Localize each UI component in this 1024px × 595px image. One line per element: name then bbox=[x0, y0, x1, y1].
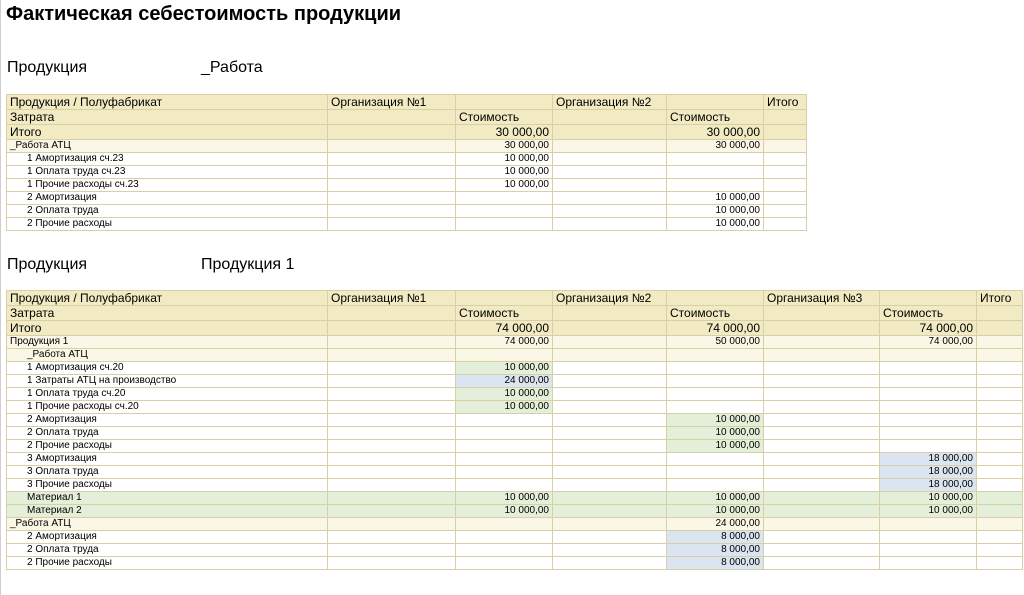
cell: 10 000,00 bbox=[667, 492, 764, 505]
cell bbox=[328, 557, 456, 570]
cell bbox=[328, 388, 456, 401]
cell bbox=[328, 531, 456, 544]
cell bbox=[764, 505, 880, 518]
cell bbox=[328, 453, 456, 466]
cell bbox=[328, 401, 456, 414]
table-row bbox=[7, 479, 1023, 492]
cell: 1 Амортизация сч.23 bbox=[7, 153, 328, 166]
cell bbox=[977, 479, 1023, 492]
table-header-row bbox=[7, 291, 1023, 306]
cell bbox=[764, 453, 880, 466]
cell bbox=[764, 401, 880, 414]
cell bbox=[553, 140, 667, 153]
cell bbox=[553, 492, 667, 505]
cell bbox=[764, 218, 807, 231]
cell bbox=[764, 166, 807, 179]
cell bbox=[456, 518, 553, 531]
cell: Материал 2 bbox=[7, 505, 328, 518]
table-row bbox=[7, 153, 807, 166]
cell: 10 000,00 bbox=[456, 492, 553, 505]
cell bbox=[764, 440, 880, 453]
cell bbox=[553, 349, 667, 362]
cell bbox=[977, 466, 1023, 479]
cell: 74 000,00 bbox=[880, 336, 977, 349]
cell: 18 000,00 bbox=[880, 466, 977, 479]
section2-product-label: Продукция bbox=[7, 256, 88, 273]
cell: Организация №2 bbox=[553, 95, 667, 110]
table-row bbox=[7, 375, 1023, 388]
cell: Итого bbox=[7, 321, 328, 336]
cell bbox=[667, 479, 764, 492]
cell: 74 000,00 bbox=[456, 336, 553, 349]
cell bbox=[977, 336, 1023, 349]
table-subheader-row bbox=[7, 110, 807, 125]
cell: Продукция / Полуфабрикат bbox=[7, 291, 328, 306]
cell: 2 Оплата труда bbox=[7, 205, 328, 218]
cell: Продукция 1 bbox=[7, 336, 328, 349]
cell: Затрата bbox=[7, 110, 328, 125]
cell bbox=[328, 153, 456, 166]
table-row bbox=[7, 388, 1023, 401]
cell bbox=[553, 531, 667, 544]
cell bbox=[456, 453, 553, 466]
cell bbox=[328, 336, 456, 349]
cell: 10 000,00 bbox=[667, 505, 764, 518]
cell bbox=[553, 375, 667, 388]
cell bbox=[328, 544, 456, 557]
cell bbox=[553, 306, 667, 321]
cell bbox=[553, 388, 667, 401]
cell: 8 000,00 bbox=[667, 531, 764, 544]
cell bbox=[328, 479, 456, 492]
cell: Стоимость bbox=[456, 110, 553, 125]
cell: 10 000,00 bbox=[456, 401, 553, 414]
cell: 1 Затраты АТЦ на производство bbox=[7, 375, 328, 388]
cell: 2 Оплата труда bbox=[7, 427, 328, 440]
cell bbox=[764, 362, 880, 375]
cell bbox=[553, 479, 667, 492]
cell bbox=[328, 349, 456, 362]
cell: 3 Оплата труда bbox=[7, 466, 328, 479]
cell: 10 000,00 bbox=[667, 192, 764, 205]
cell bbox=[977, 362, 1023, 375]
cell bbox=[764, 153, 807, 166]
cell bbox=[667, 166, 764, 179]
cell: Итого bbox=[7, 125, 328, 140]
table-row bbox=[7, 544, 1023, 557]
cell: 10 000,00 bbox=[667, 440, 764, 453]
cell bbox=[553, 414, 667, 427]
table-row bbox=[7, 492, 1023, 505]
cell: Продукция / Полуфабрикат bbox=[7, 95, 328, 110]
cell bbox=[328, 321, 456, 336]
cell: Материал 1 bbox=[7, 492, 328, 505]
cell bbox=[667, 362, 764, 375]
cell bbox=[764, 557, 880, 570]
cell bbox=[977, 427, 1023, 440]
cell bbox=[328, 306, 456, 321]
table-row bbox=[7, 192, 807, 205]
cell bbox=[977, 388, 1023, 401]
table-row bbox=[7, 557, 1023, 570]
cell bbox=[456, 218, 553, 231]
cell bbox=[456, 557, 553, 570]
table-row bbox=[7, 505, 1023, 518]
cell bbox=[328, 440, 456, 453]
cell: _Работа АТЦ bbox=[7, 140, 328, 153]
cell: 10 000,00 bbox=[456, 153, 553, 166]
cell: 10 000,00 bbox=[880, 492, 977, 505]
cell bbox=[553, 166, 667, 179]
table-header-row bbox=[7, 95, 807, 110]
table-row bbox=[7, 362, 1023, 375]
cell bbox=[553, 466, 667, 479]
cell: 10 000,00 bbox=[667, 218, 764, 231]
cell: 10 000,00 bbox=[456, 388, 553, 401]
table-row bbox=[7, 179, 807, 192]
cell bbox=[553, 153, 667, 166]
cell bbox=[553, 440, 667, 453]
cell: 18 000,00 bbox=[880, 479, 977, 492]
cell bbox=[328, 414, 456, 427]
cell bbox=[553, 125, 667, 140]
cell bbox=[667, 453, 764, 466]
cell bbox=[328, 218, 456, 231]
cell bbox=[977, 557, 1023, 570]
cell bbox=[667, 349, 764, 362]
table-row bbox=[7, 166, 807, 179]
cell bbox=[977, 349, 1023, 362]
cell bbox=[764, 140, 807, 153]
cell: 1 Оплата труда сч.23 bbox=[7, 166, 328, 179]
cell bbox=[764, 466, 880, 479]
cell bbox=[553, 336, 667, 349]
cell bbox=[977, 453, 1023, 466]
cell bbox=[328, 492, 456, 505]
cell bbox=[667, 95, 764, 110]
cell: 10 000,00 bbox=[880, 505, 977, 518]
cell bbox=[880, 414, 977, 427]
cell bbox=[977, 440, 1023, 453]
cell bbox=[456, 291, 553, 306]
cell: 3 Прочие расходы bbox=[7, 479, 328, 492]
cell bbox=[764, 205, 807, 218]
cell bbox=[456, 205, 553, 218]
cell: 10 000,00 bbox=[667, 427, 764, 440]
cell bbox=[667, 466, 764, 479]
cell: 2 Амортизация bbox=[7, 531, 328, 544]
cell: Стоимость bbox=[667, 110, 764, 125]
section2-product-value: Продукция 1 bbox=[201, 256, 295, 273]
table-subheader-row bbox=[7, 306, 1023, 321]
cell bbox=[667, 375, 764, 388]
table-row bbox=[7, 140, 807, 153]
cell bbox=[880, 544, 977, 557]
table-row bbox=[7, 440, 1023, 453]
cell: _Работа АТЦ bbox=[7, 349, 328, 362]
cell: _Работа АТЦ bbox=[7, 518, 328, 531]
report-title: Фактическая себестоимость продукции bbox=[6, 3, 402, 25]
cell: 74 000,00 bbox=[880, 321, 977, 336]
cell: 30 000,00 bbox=[667, 140, 764, 153]
cell bbox=[328, 362, 456, 375]
cell bbox=[553, 505, 667, 518]
cell: 2 Оплата труда bbox=[7, 544, 328, 557]
cell: Организация №2 bbox=[553, 291, 667, 306]
table-row bbox=[7, 466, 1023, 479]
cell bbox=[880, 427, 977, 440]
cell bbox=[553, 544, 667, 557]
cell bbox=[667, 291, 764, 306]
cell bbox=[456, 531, 553, 544]
cell: 8 000,00 bbox=[667, 557, 764, 570]
cell: 24 000,00 bbox=[456, 375, 553, 388]
section1-cost-table bbox=[6, 94, 807, 231]
table-row bbox=[7, 205, 807, 218]
cell bbox=[764, 349, 880, 362]
cell bbox=[328, 192, 456, 205]
cell: Итого bbox=[977, 291, 1023, 306]
cell: 2 Прочие расходы bbox=[7, 440, 328, 453]
cell: Стоимость bbox=[667, 306, 764, 321]
cell: 10 000,00 bbox=[456, 505, 553, 518]
cell bbox=[328, 140, 456, 153]
cell bbox=[764, 544, 880, 557]
cell: 10 000,00 bbox=[456, 362, 553, 375]
cell bbox=[880, 557, 977, 570]
cell bbox=[328, 427, 456, 440]
table-total-row bbox=[7, 321, 1023, 336]
cell: Организация №1 bbox=[328, 291, 456, 306]
cell bbox=[553, 321, 667, 336]
section2-cost-table bbox=[6, 290, 1023, 570]
cell bbox=[977, 306, 1023, 321]
cell: Организация №3 bbox=[764, 291, 880, 306]
cell bbox=[764, 192, 807, 205]
cell bbox=[764, 336, 880, 349]
left-edge-divider bbox=[0, 0, 1, 595]
cell bbox=[764, 427, 880, 440]
table-row bbox=[7, 427, 1023, 440]
cell: 1 Прочие расходы сч.23 bbox=[7, 179, 328, 192]
cell bbox=[880, 440, 977, 453]
cell: 30 000,00 bbox=[456, 125, 553, 140]
cell: 30 000,00 bbox=[456, 140, 553, 153]
cell bbox=[977, 544, 1023, 557]
cell bbox=[764, 306, 880, 321]
cell: 2 Прочие расходы bbox=[7, 218, 328, 231]
cell bbox=[328, 205, 456, 218]
cell bbox=[328, 466, 456, 479]
cell bbox=[328, 375, 456, 388]
cell bbox=[456, 440, 553, 453]
cell bbox=[977, 531, 1023, 544]
cell: 50 000,00 bbox=[667, 336, 764, 349]
cell bbox=[880, 291, 977, 306]
cell: 18 000,00 bbox=[880, 453, 977, 466]
cell: 10 000,00 bbox=[456, 166, 553, 179]
cell: 74 000,00 bbox=[456, 321, 553, 336]
table-row bbox=[7, 349, 1023, 362]
cell bbox=[456, 479, 553, 492]
section1-product-value: _Работа bbox=[201, 59, 263, 76]
cell bbox=[456, 466, 553, 479]
cell bbox=[328, 125, 456, 140]
cell: Затрата bbox=[7, 306, 328, 321]
table-row bbox=[7, 336, 1023, 349]
table-total-row bbox=[7, 125, 807, 140]
cell bbox=[553, 427, 667, 440]
table-row bbox=[7, 414, 1023, 427]
cell bbox=[667, 401, 764, 414]
cell bbox=[764, 110, 807, 125]
cell bbox=[456, 192, 553, 205]
cell bbox=[977, 492, 1023, 505]
cell bbox=[977, 414, 1023, 427]
cell bbox=[880, 401, 977, 414]
cell bbox=[880, 388, 977, 401]
cell: 10 000,00 bbox=[667, 414, 764, 427]
cell: 1 Амортизация сч.20 bbox=[7, 362, 328, 375]
cell: 10 000,00 bbox=[456, 179, 553, 192]
cell bbox=[456, 95, 553, 110]
cell bbox=[764, 375, 880, 388]
cell bbox=[328, 166, 456, 179]
cell: 74 000,00 bbox=[667, 321, 764, 336]
cell bbox=[764, 479, 880, 492]
cell bbox=[764, 531, 880, 544]
cell bbox=[328, 110, 456, 125]
cell: 10 000,00 bbox=[667, 205, 764, 218]
cell bbox=[553, 192, 667, 205]
cell bbox=[553, 179, 667, 192]
cell bbox=[553, 110, 667, 125]
cell: 2 Амортизация bbox=[7, 192, 328, 205]
cell: 1 Прочие расходы сч.20 bbox=[7, 401, 328, 414]
cell bbox=[764, 321, 880, 336]
table-row bbox=[7, 453, 1023, 466]
cell bbox=[667, 153, 764, 166]
cell bbox=[328, 505, 456, 518]
cell bbox=[880, 518, 977, 531]
cell: 2 Амортизация bbox=[7, 414, 328, 427]
cell: 8 000,00 bbox=[667, 544, 764, 557]
cell bbox=[328, 179, 456, 192]
cell bbox=[456, 427, 553, 440]
cell bbox=[880, 531, 977, 544]
cell: Организация №1 bbox=[328, 95, 456, 110]
cell bbox=[667, 179, 764, 192]
table-row bbox=[7, 401, 1023, 414]
cell bbox=[553, 362, 667, 375]
cell: 1 Оплата труда сч.20 bbox=[7, 388, 328, 401]
cell bbox=[764, 518, 880, 531]
cell bbox=[553, 218, 667, 231]
cell bbox=[764, 414, 880, 427]
table-row bbox=[7, 218, 807, 231]
cell bbox=[553, 205, 667, 218]
table-row bbox=[7, 531, 1023, 544]
cell bbox=[328, 518, 456, 531]
cell bbox=[553, 401, 667, 414]
cell bbox=[667, 388, 764, 401]
cell bbox=[764, 125, 807, 140]
cell bbox=[456, 414, 553, 427]
cell bbox=[977, 401, 1023, 414]
section1-product-label: Продукция bbox=[7, 59, 88, 76]
cell bbox=[456, 349, 553, 362]
cell: 2 Прочие расходы bbox=[7, 557, 328, 570]
cell: Стоимость bbox=[880, 306, 977, 321]
cell bbox=[977, 505, 1023, 518]
cell bbox=[880, 362, 977, 375]
cell bbox=[553, 557, 667, 570]
cell: 24 000,00 bbox=[667, 518, 764, 531]
cell bbox=[764, 179, 807, 192]
cell bbox=[977, 321, 1023, 336]
cell: Стоимость bbox=[456, 306, 553, 321]
cell bbox=[764, 492, 880, 505]
cell: 3 Амортизация bbox=[7, 453, 328, 466]
cell bbox=[977, 375, 1023, 388]
cell bbox=[880, 349, 977, 362]
cell bbox=[456, 544, 553, 557]
cell: Итого bbox=[764, 95, 807, 110]
cell: 30 000,00 bbox=[667, 125, 764, 140]
cell bbox=[553, 518, 667, 531]
cell bbox=[764, 388, 880, 401]
table-row bbox=[7, 518, 1023, 531]
cell bbox=[553, 453, 667, 466]
cell bbox=[977, 518, 1023, 531]
cell bbox=[880, 375, 977, 388]
